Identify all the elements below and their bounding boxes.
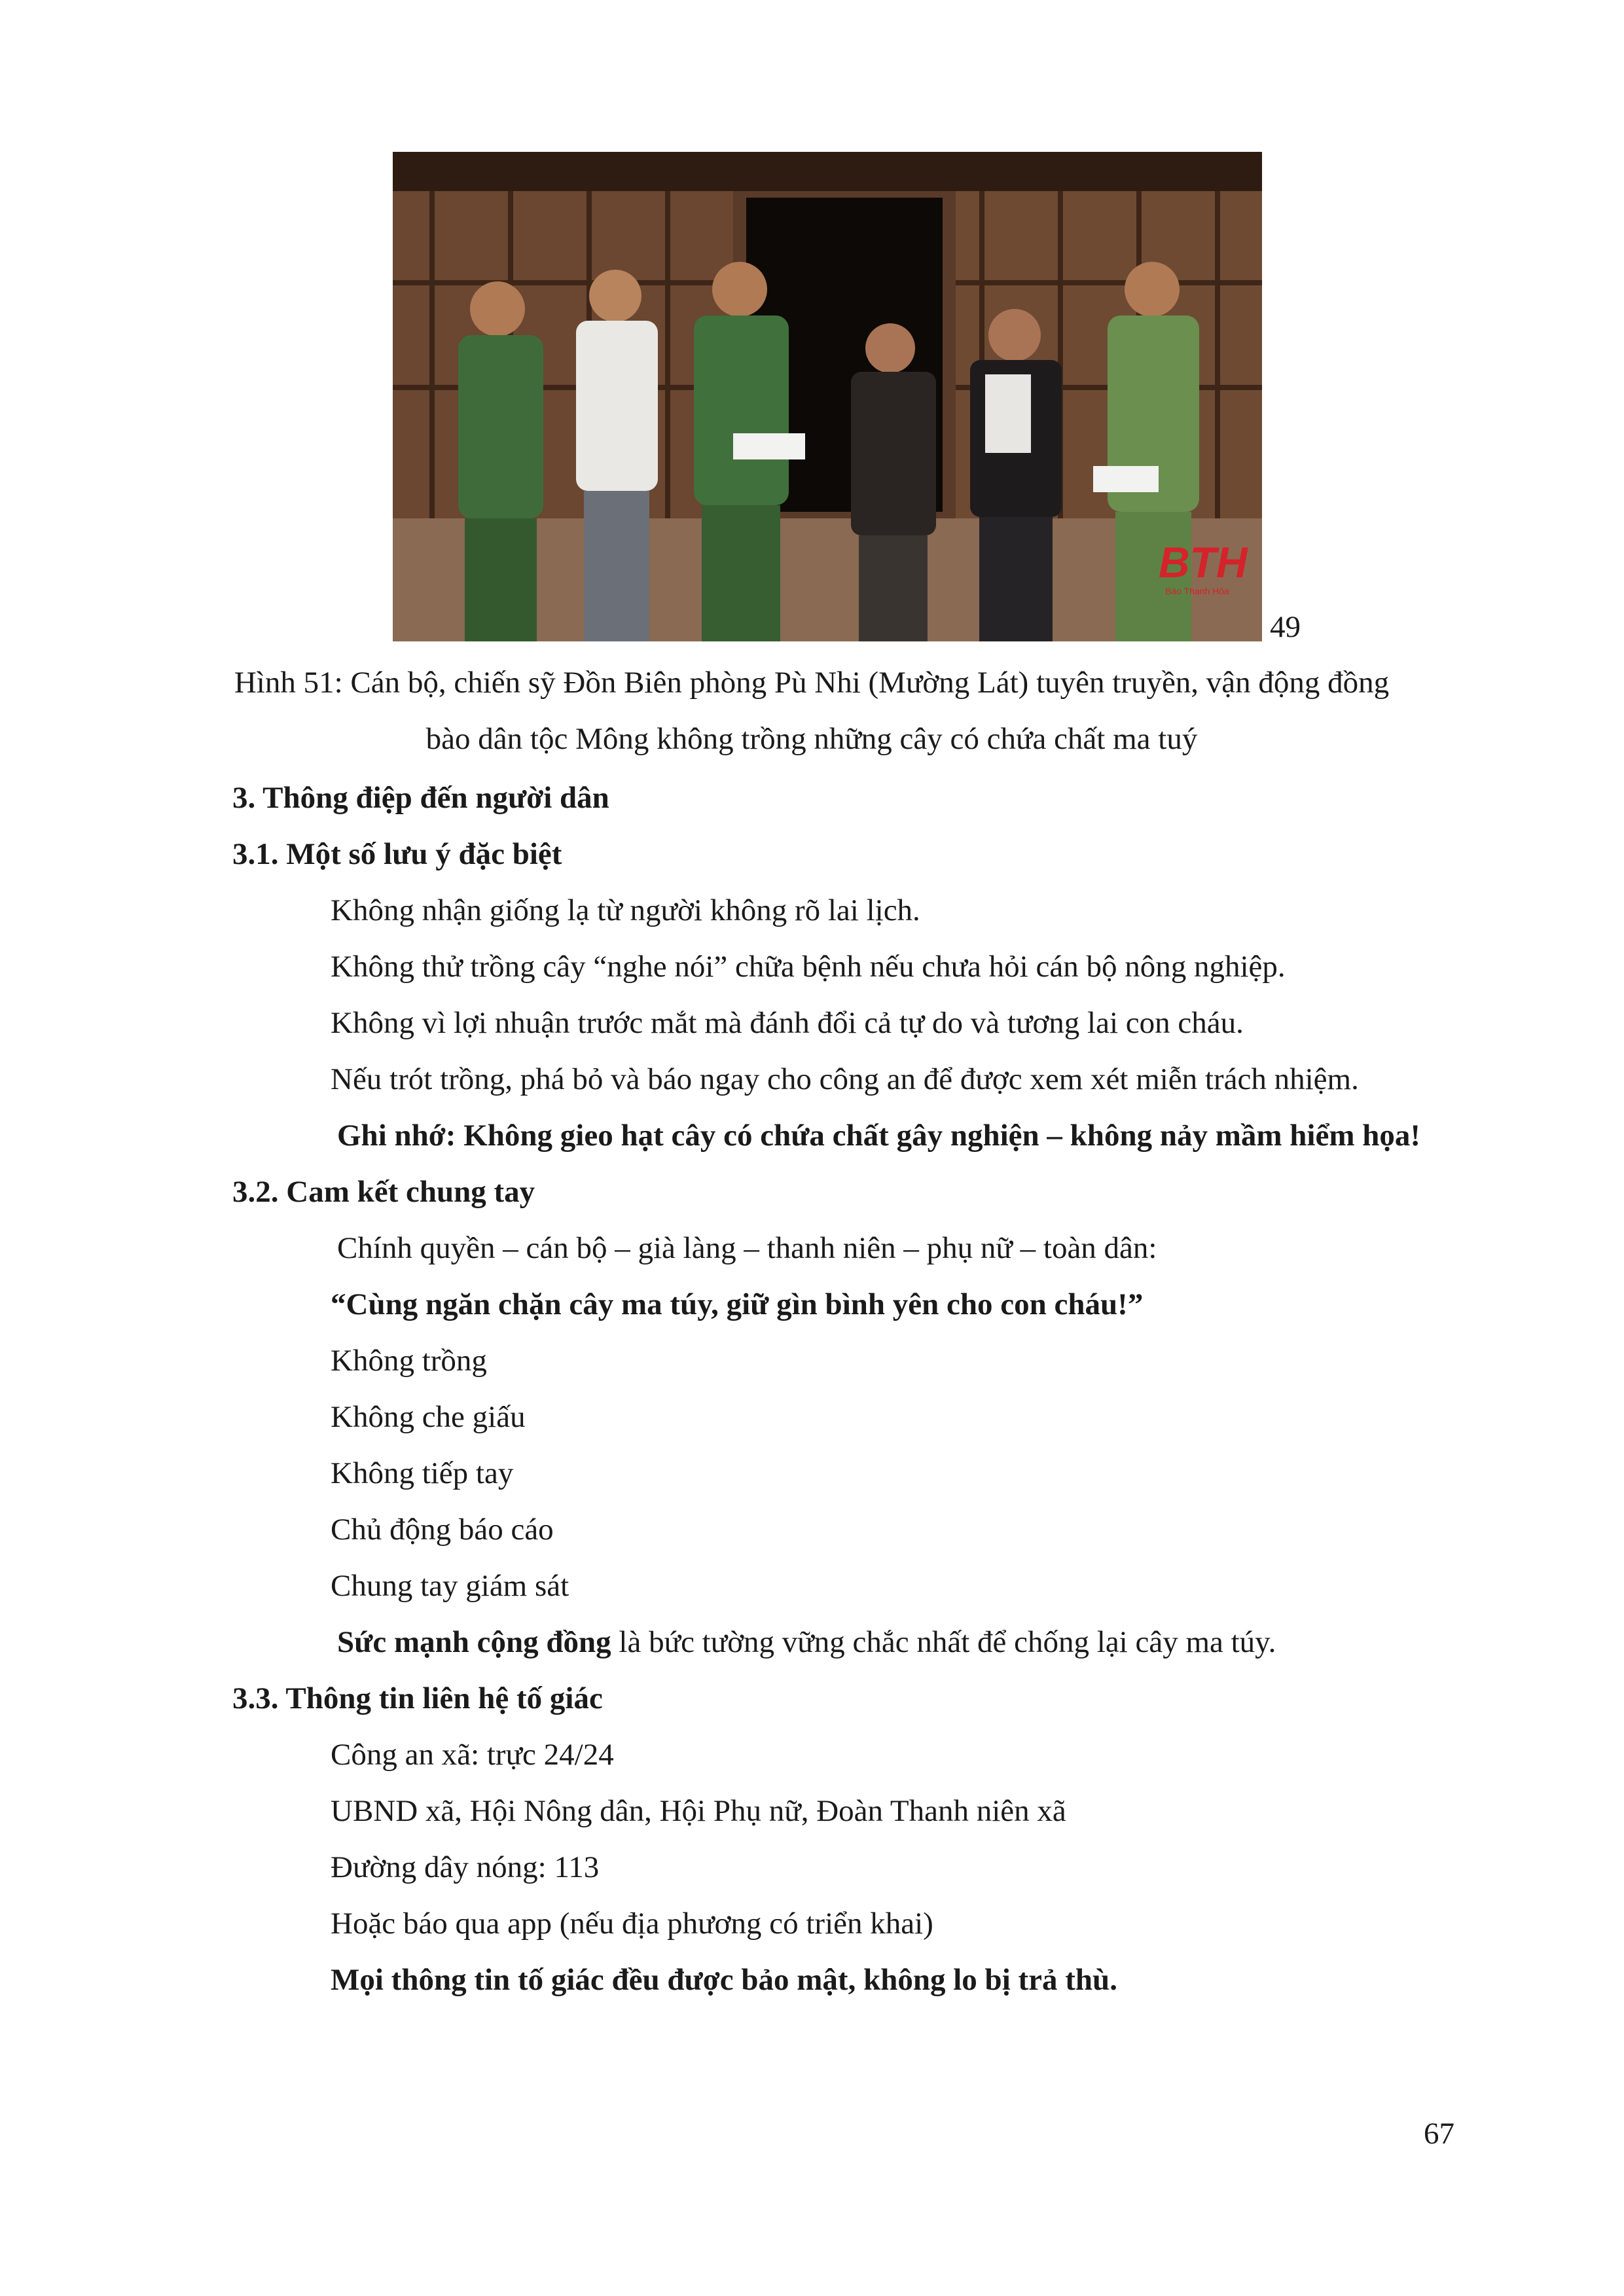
person-1 <box>458 281 543 641</box>
section-3-2-heading: 3.2. Cam kết chung tay <box>232 1175 535 1209</box>
figure-caption-line-2: bào dân tộc Mông không trồng những cây có chứa chất ma tuý <box>425 722 1198 756</box>
closing-statement: Mọi thông tin tố giác đều được bảo mật, không lo bị trả thù. <box>331 1963 1117 1997</box>
figure-ref-number: 49 <box>1270 610 1301 644</box>
community-strength-rest: là bức tường vững chắc nhất để chống lại cây ma túy. <box>611 1625 1276 1659</box>
list-item: Công an xã: trực 24/24 <box>331 1738 614 1772</box>
section-3-heading: 3. Thông điệp đến người dân <box>232 781 609 815</box>
list-item: Hoặc báo qua app (nếu địa phương có triển khai) <box>331 1907 933 1941</box>
list-item: Không nhận giống lạ từ người không rõ lai lịch. <box>331 893 920 927</box>
commitment-slogan: “Cùng ngăn chặn cây ma túy, giữ gìn bình yên cho con cháu!” <box>331 1287 1144 1321</box>
commitment-intro: Chính quyền – cán bộ – già làng – thanh niên – phụ nữ – toàn dân: <box>337 1231 1157 1265</box>
community-strength-bold: Sức mạnh cộng đồng <box>337 1625 611 1659</box>
svg-text:BTH: BTH <box>1159 538 1248 586</box>
remember-note: Ghi nhớ: Không gieo hạt cây có chứa chất gây nghiện – không nảy mầm hiểm họa! <box>337 1119 1421 1153</box>
list-item: Không tiếp tay <box>331 1456 514 1490</box>
list-item: Không trồng <box>331 1344 487 1378</box>
figure-caption-line-1: Hình 51: Cán bộ, chiến sỹ Đồn Biên phòng Pù Nhi (Mường Lát) tuyên truyền, vận động đồng <box>234 666 1390 700</box>
list-item: Không vì lợi nhuận trước mắt mà đánh đổi cả tự do và tương lai con cháu. <box>331 1006 1244 1040</box>
list-item: Không che giấu <box>331 1400 526 1434</box>
photo-illustration <box>393 152 1262 641</box>
list-item: Chung tay giám sát <box>331 1569 569 1603</box>
list-item: UBND xã, Hội Nông dân, Hội Phụ nữ, Đoàn Thanh niên xã <box>331 1794 1066 1828</box>
list-item: Nếu trót trồng, phá bỏ và báo ngay cho công an để được xem xét miễn trách nhiệm. <box>331 1062 1359 1096</box>
person-2 <box>576 270 658 641</box>
section-3-1-heading: 3.1. Một số lưu ý đặc biệt <box>232 837 562 871</box>
list-item: Chủ động báo cáo <box>331 1513 554 1547</box>
page-number: 67 <box>1424 2117 1454 2151</box>
list-item: Không thử trồng cây “nghe nói” chữa bệnh nếu chưa hỏi cán bộ nông nghiệp. <box>331 950 1286 984</box>
section-3-3-heading: 3.3. Thông tin liên hệ tố giác <box>232 1681 603 1715</box>
list-item: Đường dây nóng: 113 <box>331 1850 600 1884</box>
figure-photo <box>393 152 1262 641</box>
community-strength-paragraph <box>337 1623 1276 1662</box>
svg-text:Báo Thanh Hóa: Báo Thanh Hóa <box>1165 586 1229 596</box>
